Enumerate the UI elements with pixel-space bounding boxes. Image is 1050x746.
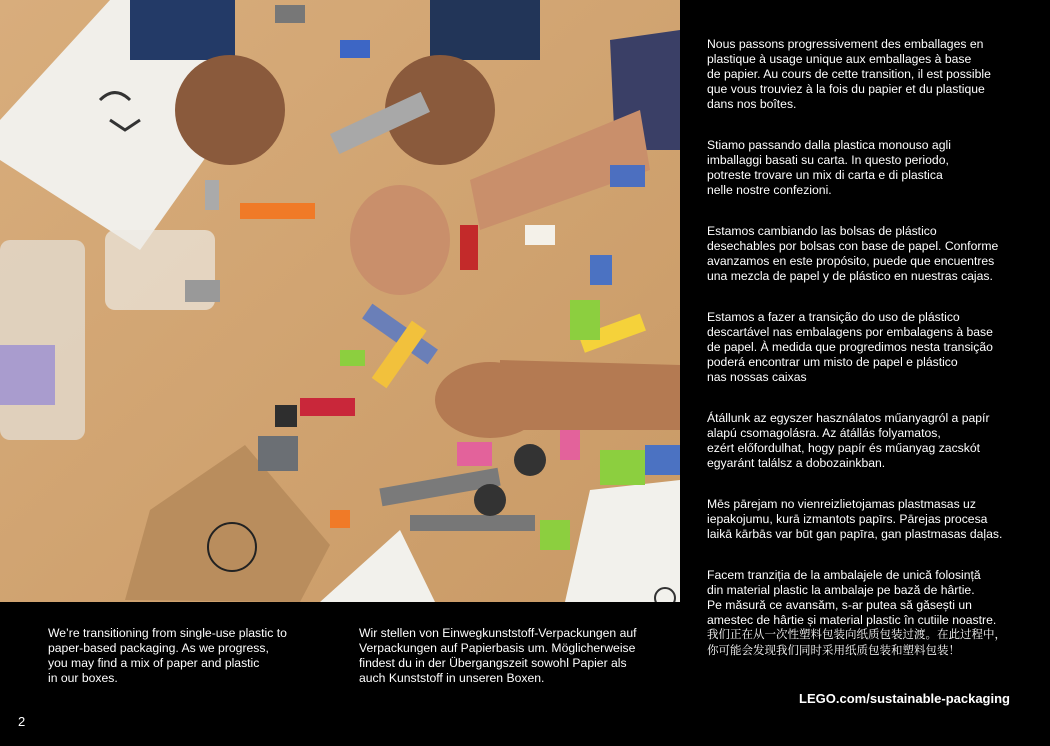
hand-middle — [350, 185, 450, 295]
paragraph-es: Estamos cambiando las bolsas de plástico desechables por bolsas con base de papel. Conforme avanzamos en este propósito, puede que encuentres una mezcla de papel y de plástico en nuestras cajas. — [707, 224, 999, 283]
paragraph-de: Wir stellen von Einwegkunststoff-Verpackungen auf Verpackungen auf Papierbasis um. Möglicherweise findest du in der Übergangszeit sowohl Papier als auch Kunststoff in unseren Boxen. — [359, 626, 637, 685]
sleeve-left — [130, 0, 235, 60]
paragraph-lv: Mēs pārejam no vienreizlietojamas plastmasas uz iepakojumu, kurā izmantots papīrs. Pārejas procesa laikā kārbās var būt gan papīra, gan plastmasas daļas. — [707, 497, 1003, 541]
hand-left — [175, 55, 285, 165]
paragraph-pt: Estamos a fazer a transição do uso de plástico descartável nas embalagens por embalagens à base de papel. À medida que progredimos nesta transição poderá encontrar um misto de papel e plástico nas nossas caixas — [707, 310, 993, 384]
sustainable-packaging-link[interactable]: LEGO.com/sustainable-packaging — [799, 691, 1010, 706]
paragraph-ro: Facem tranziția de la ambalajele de unică folosință din material plastic la ambalaje pe bază de hârtie. Pe măsură ce avansăm, s-ar putea să găsești un amestec de hârtie și material plastic în cutiile noastre. — [707, 568, 997, 627]
paragraph-en: We’re transitioning from single-use plastic to paper-based packaging. As we progress, you may find a mix of paper and plastic in our boxes. — [48, 626, 287, 685]
sleeve-right — [430, 0, 540, 60]
hand-lower — [435, 362, 545, 438]
plastic-bag — [0, 240, 85, 440]
bottom-text-row — [0, 626, 1050, 746]
paragraph-it: Stiamo passando dalla plastica monouso agli imballaggi basati su carta. In questo periodo, potreste trovare un mix di carta e di plastica nelle nostre confezioni. — [707, 138, 951, 197]
page-number: 2 — [18, 714, 26, 729]
multilingual-text-column — [707, 37, 1025, 654]
paragraph-fr: Nous passons progressivement des emballages en plastique à usage unique aux emballages à base de papier. Au cours de cette transition, il est possible que vous trouviez à la fois du papier et du plastique dans nos boîtes. — [707, 37, 991, 111]
paragraph-hu: Átállunk az egyszer használatos műanyagról a papír alapú csomagolásra. Az átállás folyamatos, ezért előfordulhat, hogy papír és műanyag zacskót egyaránt találsz a dobozainkban. — [707, 411, 990, 470]
paragraph-zh: 我们正在从一次性塑料包装向纸质包装过渡。在此过程中， 你可能会发现我们同时采用纸质包装和塑料包装！ — [707, 627, 1006, 657]
